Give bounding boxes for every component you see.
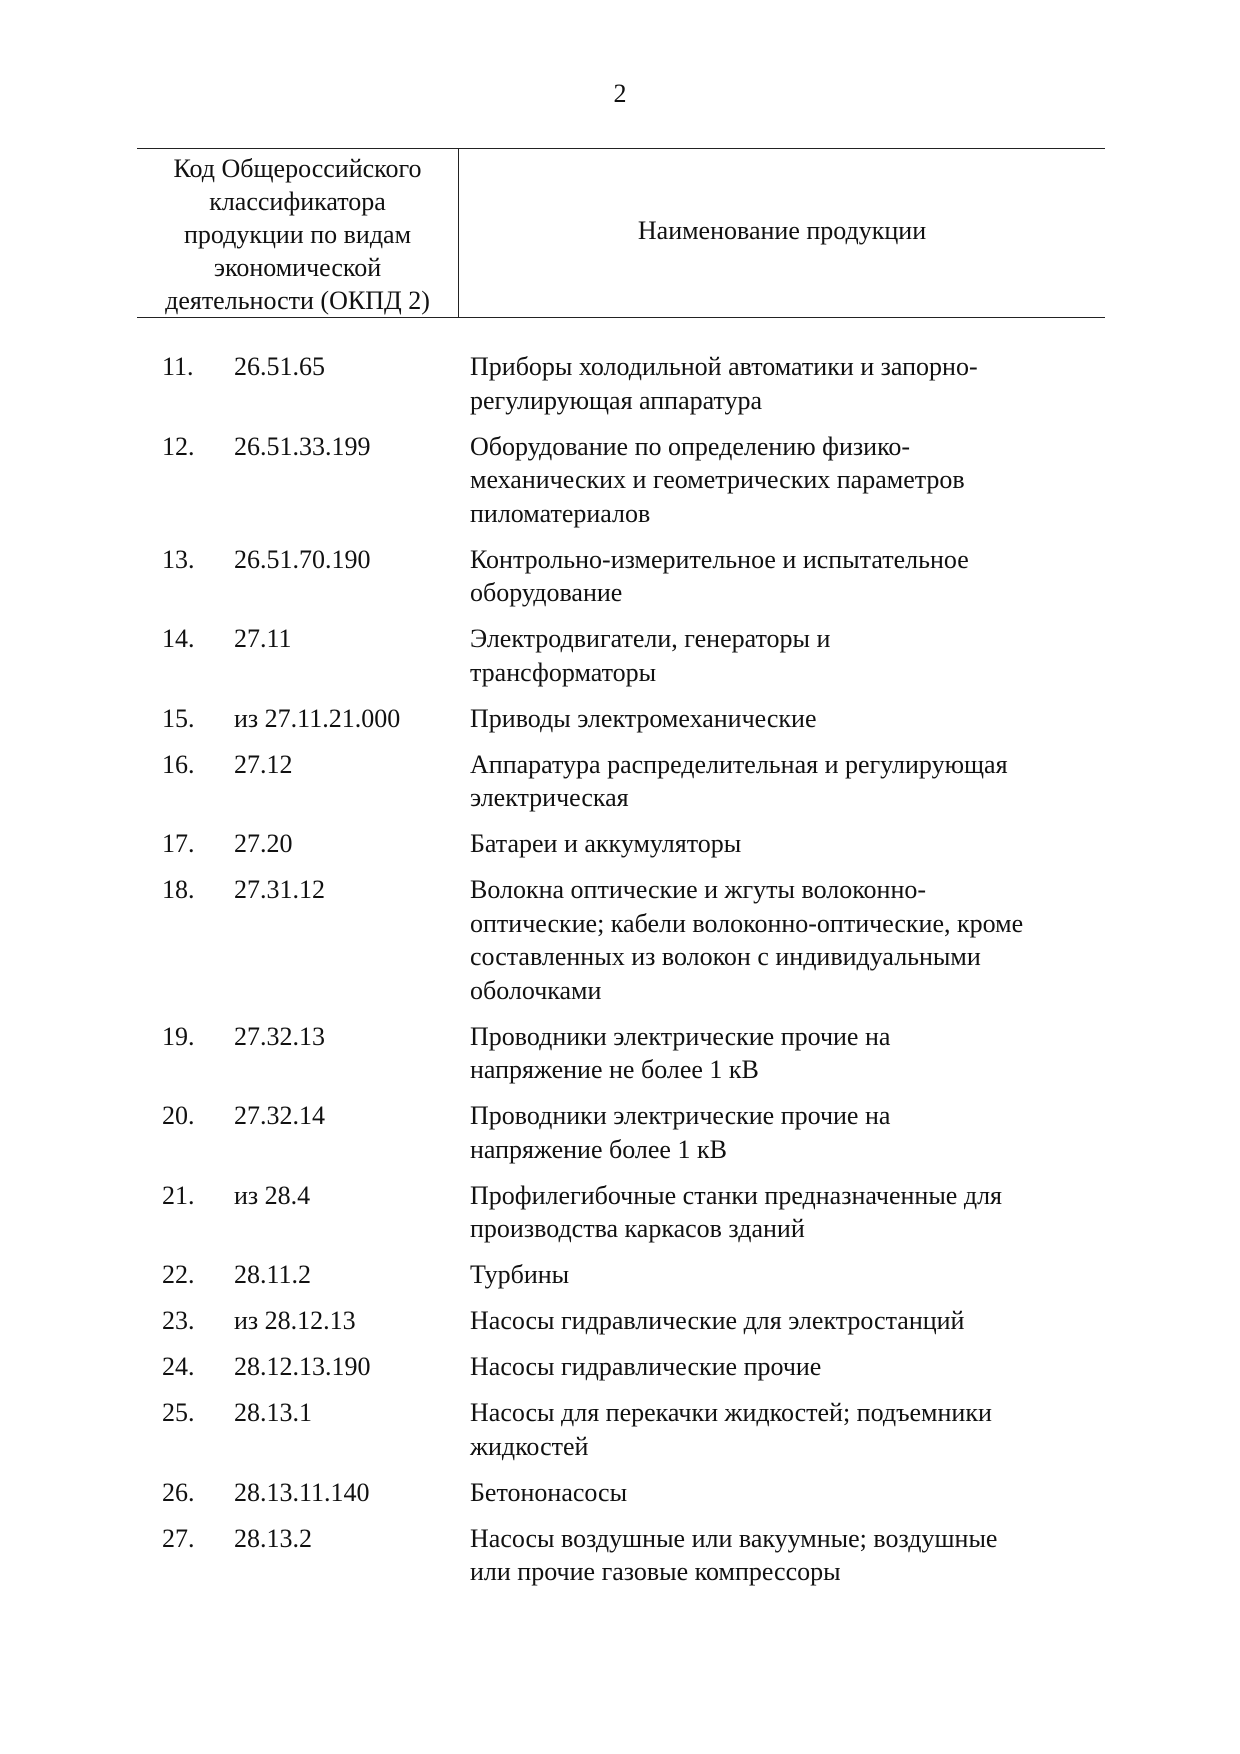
- table-row: [0, 1350, 1240, 1384]
- row-okpd-code: из 28.12.13: [234, 1306, 356, 1335]
- table-row: [0, 1179, 1240, 1246]
- header-name-column: Наименование продукции: [637, 215, 927, 245]
- header-code-column: Код Общероссийского классификатора продукции по видам экономической деятельности (ОКПД 2): [137, 149, 459, 317]
- row-okpd-code: 27.11: [234, 624, 292, 653]
- row-product-name: Батареи и аккумуляторы: [470, 829, 742, 858]
- row-number: 21.: [162, 1180, 195, 1210]
- table-row: [0, 748, 1240, 815]
- row-product-name: Приводы электромеханические: [470, 703, 817, 733]
- row-okpd-code: 26.51.65: [234, 352, 325, 381]
- row-okpd-code: 27.32.13: [234, 1021, 325, 1051]
- row-product-name: Проводники электрические прочие на напряжение не более 1 кВ: [470, 1021, 891, 1084]
- row-number: 17.: [162, 829, 195, 858]
- row-okpd-code: 28.13.11.140: [234, 1477, 370, 1507]
- row-okpd-code: 26.51.33.199: [234, 431, 371, 461]
- row-okpd-code: 28.13.1: [234, 1398, 312, 1427]
- table-row: [0, 1396, 1240, 1463]
- table-row: [0, 1258, 1240, 1292]
- row-number: 19.: [162, 1021, 195, 1051]
- row-okpd-code: из 27.11.21.000: [234, 703, 401, 733]
- row-product-name: Турбины: [470, 1260, 570, 1289]
- row-product-name: Контрольно-измерительное и испытательное оборудование: [470, 544, 969, 607]
- row-product-name: Насосы гидравлические прочие: [470, 1352, 822, 1381]
- table-row: [0, 1099, 1240, 1166]
- row-number: 16.: [162, 749, 195, 779]
- table-row: [0, 827, 1240, 861]
- row-product-name: Профилегибочные станки предназначенные для производства каркасов зданий: [470, 1180, 1002, 1243]
- row-number: 24.: [162, 1352, 195, 1381]
- table-row: [0, 1020, 1240, 1087]
- row-okpd-code: из 28.4: [234, 1180, 311, 1210]
- row-product-name: Оборудование по определению физико- механических и геометрических параметров пиломатериалов: [470, 431, 965, 528]
- page-number: 2: [613, 79, 627, 108]
- row-number: 20.: [162, 1101, 195, 1130]
- row-okpd-code: 26.51.70.190: [234, 544, 371, 574]
- table-row: [0, 430, 1240, 531]
- row-number: 14.: [162, 624, 195, 653]
- row-number: 15.: [162, 703, 195, 733]
- row-product-name: Насосы для перекачки жидкостей; подъемники жидкостей: [470, 1398, 992, 1461]
- row-number: 13.: [162, 544, 195, 574]
- row-number: 18.: [162, 875, 195, 904]
- row-product-name: Электродвигатели, генераторы и трансформаторы: [470, 624, 831, 687]
- row-number: 25.: [162, 1398, 195, 1427]
- row-number: 26.: [162, 1477, 195, 1507]
- row-okpd-code: 27.20: [234, 829, 293, 858]
- row-product-name: Насосы воздушные или вакуумные; воздушные или прочие газовые компрессоры: [470, 1523, 998, 1586]
- row-product-name: Аппаратура распределительная и регулирующая электрическая: [470, 749, 1008, 812]
- table-row: [0, 1476, 1240, 1510]
- table-header: [137, 148, 1105, 318]
- row-okpd-code: 27.32.14: [234, 1101, 325, 1130]
- row-okpd-code: 28.11.2: [234, 1260, 312, 1289]
- row-number: 27.: [162, 1523, 195, 1553]
- table-row: [0, 543, 1240, 610]
- row-product-name: Насосы гидравлические для электростанций: [470, 1306, 965, 1335]
- row-okpd-code: 27.31.12: [234, 875, 325, 904]
- table-row: [0, 350, 1240, 417]
- row-number: 22.: [162, 1260, 195, 1289]
- row-number: 11.: [162, 352, 194, 381]
- row-okpd-code: 27.12: [234, 749, 293, 779]
- row-product-name: Бетононасосы: [470, 1477, 628, 1507]
- table-row: [0, 622, 1240, 689]
- row-product-name: Волокна оптические и жгуты волоконно- оптические; кабели волоконно-оптические, кроме составленных из волокон с индивидуальными оболочками: [470, 875, 1024, 1005]
- row-product-name: Приборы холодильной автоматики и запорно- регулирующая аппаратура: [470, 352, 978, 415]
- row-okpd-code: 28.13.2: [234, 1523, 312, 1553]
- row-number: 23.: [162, 1306, 195, 1335]
- table-row: [0, 1522, 1240, 1589]
- row-okpd-code: 28.12.13.190: [234, 1352, 371, 1381]
- table-body: [0, 350, 1240, 1601]
- row-product-name: Проводники электрические прочие на напряжение более 1 кВ: [470, 1101, 891, 1164]
- table-row: [0, 1304, 1240, 1338]
- table-row: [0, 873, 1240, 1007]
- row-number: 12.: [162, 431, 195, 461]
- table-row: [0, 702, 1240, 736]
